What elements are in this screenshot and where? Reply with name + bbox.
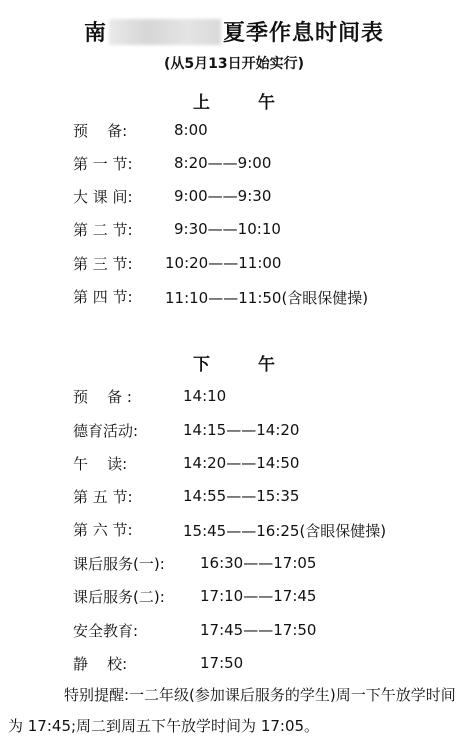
row-label: 午 读:	[73, 454, 128, 473]
schedule-row	[73, 619, 138, 641]
row-time: 11:10——11:50(含眼保健操)	[165, 289, 369, 307]
schedule-row	[73, 518, 133, 540]
row-label: 安全教育:	[73, 621, 139, 640]
row-label: 大 课 间:	[73, 187, 133, 206]
afternoon-heading-left: 下	[193, 355, 210, 375]
row-label: 德育活动:	[73, 421, 139, 440]
schedule-row	[73, 119, 127, 141]
row-time: 16:30——17:05	[200, 554, 317, 572]
row-label: 课后服务(二):	[73, 587, 165, 606]
document-title	[0, 16, 468, 47]
row-time: 9:30——10:10	[174, 220, 281, 238]
schedule-row	[73, 552, 165, 574]
row-time: 15:45——16:25(含眼保健操)	[183, 522, 387, 540]
schedule-row	[73, 385, 132, 407]
morning-heading	[0, 88, 468, 113]
row-label: 预 备 :	[73, 387, 132, 406]
title-prefix: 南	[83, 21, 107, 46]
row-label: 第 六 节:	[73, 520, 133, 539]
row-label: 课后服务(一):	[73, 554, 165, 573]
row-time: 14:20——14:50	[183, 454, 300, 472]
row-time: 14:55——15:35	[183, 487, 300, 505]
row-time: 17:50	[200, 654, 244, 672]
schedule-row	[73, 419, 138, 441]
row-time: 17:45——17:50	[200, 621, 317, 639]
redacted-school-name	[109, 19, 221, 45]
afternoon-heading	[0, 350, 468, 375]
row-time: 8:00	[174, 121, 208, 139]
row-time: 8:20——9:00	[174, 154, 272, 172]
schedule-row	[73, 185, 133, 207]
row-time: 14:15——14:20	[183, 421, 300, 439]
title-suffix: 夏季作息时间表	[223, 21, 385, 46]
document-subtitle: (从5月13日开始实行)	[163, 56, 305, 72]
afternoon-heading-right: 午	[258, 355, 275, 375]
schedule-row	[73, 218, 133, 240]
schedule-row	[73, 652, 127, 674]
row-label: 第 四 节:	[73, 287, 133, 306]
row-label: 第 一 节:	[73, 154, 133, 173]
row-label: 预 备:	[73, 121, 128, 140]
row-time: 10:20——11:00	[165, 254, 282, 272]
row-time: 17:10——17:45	[200, 587, 317, 605]
row-label: 第 三 节:	[73, 254, 133, 273]
special-notice: 特别提醒:一二年级(参加课后服务的学生)周一下午放学时间为 17:45;周二到周五下午放学时间为 17:05。	[8, 686, 456, 735]
row-time: 9:00——9:30	[174, 187, 272, 205]
schedule-row	[73, 285, 133, 307]
schedule-row	[73, 452, 127, 474]
row-label: 静 校:	[73, 654, 128, 673]
schedule-row	[73, 485, 133, 507]
schedule-row	[73, 585, 165, 607]
row-label: 第 二 节:	[73, 220, 133, 239]
row-time: 14:10	[183, 387, 227, 405]
schedule-row	[73, 152, 133, 174]
morning-heading-left: 上	[193, 93, 210, 113]
row-label: 第 五 节:	[73, 487, 133, 506]
morning-heading-right: 午	[258, 93, 275, 113]
schedule-row	[73, 252, 133, 274]
